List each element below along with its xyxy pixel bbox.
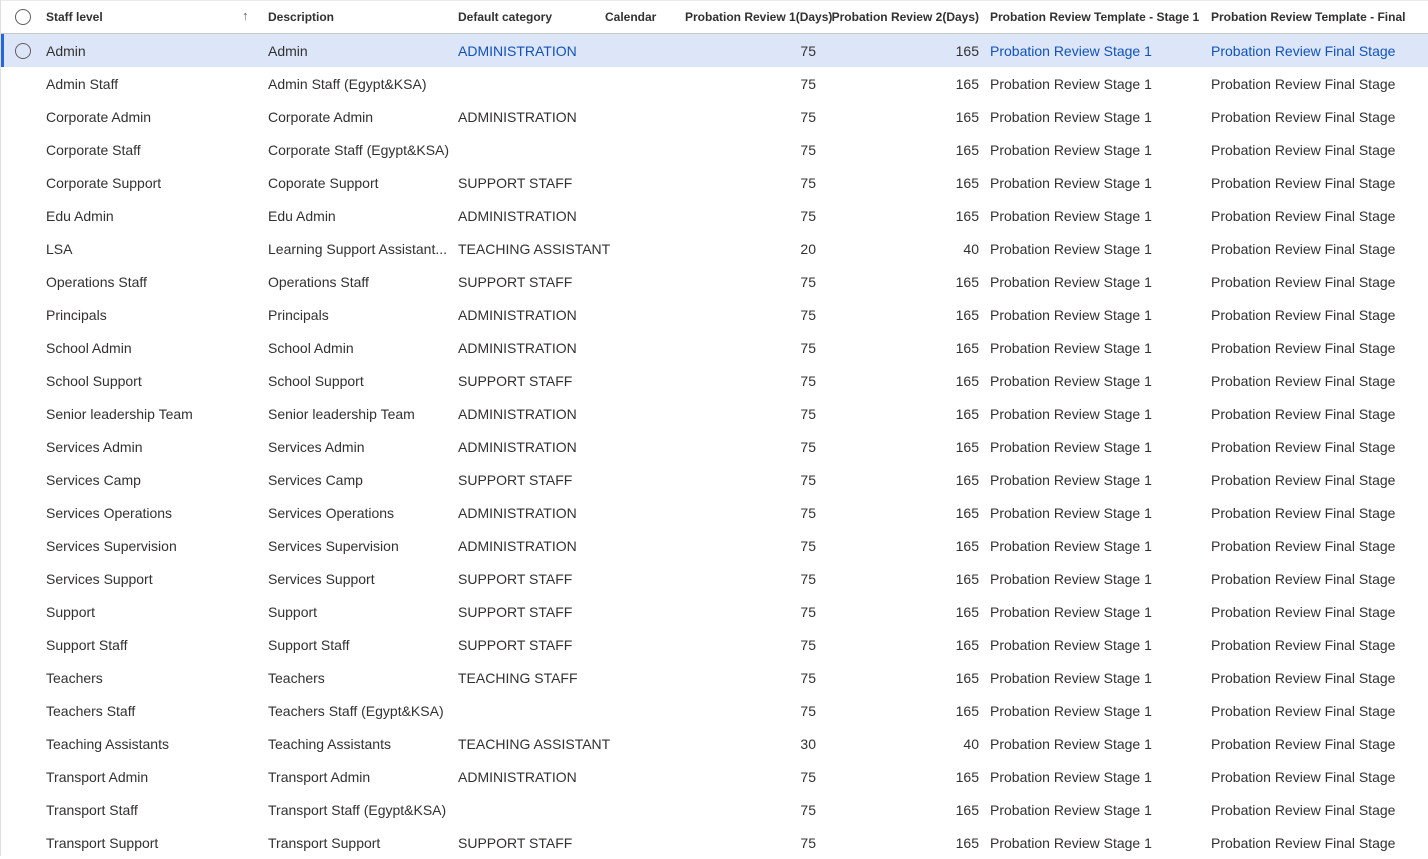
template-stage-1-cell[interactable]: Probation Review Stage 1 — [990, 834, 1152, 851]
default-category-cell[interactable]: ADMINISTRATION — [458, 537, 577, 554]
probation-review-1-cell[interactable]: 75 — [800, 834, 816, 851]
template-stage-1-cell[interactable]: Probation Review Stage 1 — [990, 570, 1152, 587]
default-category-cell[interactable]: ADMINISTRATION — [458, 207, 577, 224]
description-cell[interactable]: Services Camp — [268, 471, 363, 488]
sort-ascending-icon[interactable]: ↑ — [242, 8, 249, 23]
probation-review-2-cell[interactable]: 165 — [955, 108, 979, 125]
row-select-radio[interactable] — [1, 637, 45, 653]
probation-review-2-cell[interactable]: 165 — [955, 339, 979, 356]
description-cell[interactable]: Corporate Admin — [268, 108, 374, 125]
template-final-cell[interactable]: Probation Review Final Stage — [1211, 801, 1396, 818]
template-stage-1-cell[interactable]: Probation Review Stage 1 — [990, 108, 1152, 125]
probation-review-2-cell[interactable]: 165 — [955, 141, 979, 158]
default-category-cell[interactable]: SUPPORT STAFF — [458, 174, 573, 191]
probation-review-1-cell[interactable]: 75 — [800, 42, 816, 59]
staff-level-cell[interactable]: Support — [46, 603, 96, 620]
staff-level-cell[interactable]: Services Camp — [46, 471, 141, 488]
description-cell[interactable]: Teaching Assistants — [268, 735, 391, 752]
probation-review-1-cell[interactable]: 75 — [800, 537, 816, 554]
template-final-cell[interactable]: Probation Review Final Stage — [1211, 702, 1396, 719]
template-final-cell[interactable]: Probation Review Final Stage — [1211, 735, 1396, 752]
description-cell[interactable]: Support — [268, 603, 318, 620]
table-row[interactable] — [1, 529, 1428, 562]
default-category-cell[interactable]: TEACHING ASSISTANT — [458, 240, 611, 257]
row-select-radio[interactable] — [1, 538, 45, 554]
select-all-checkbox[interactable] — [1, 9, 45, 25]
description-cell[interactable]: Senior leadership Team — [268, 405, 415, 422]
template-stage-1-cell[interactable]: Probation Review Stage 1 — [990, 438, 1152, 455]
default-category-cell[interactable]: ADMINISTRATION — [458, 306, 577, 323]
probation-review-1-cell[interactable]: 75 — [800, 669, 816, 686]
default-category-cell[interactable]: ADMINISTRATION — [458, 339, 577, 356]
table-row[interactable] — [1, 232, 1428, 265]
description-cell[interactable]: Teachers Staff (Egypt&KSA) — [268, 702, 444, 719]
template-final-cell[interactable]: Probation Review Final Stage — [1211, 504, 1396, 521]
staff-level-cell[interactable]: Transport Staff — [46, 801, 138, 818]
row-select-radio[interactable] — [1, 175, 45, 191]
default-category-cell[interactable]: ADMINISTRATION — [458, 42, 577, 59]
template-final-cell[interactable]: Probation Review Final Stage — [1211, 174, 1396, 191]
probation-review-1-cell[interactable]: 30 — [800, 735, 816, 752]
staff-level-cell[interactable]: Edu Admin — [46, 207, 114, 224]
probation-review-1-cell[interactable]: 75 — [800, 306, 816, 323]
description-cell[interactable]: Edu Admin — [268, 207, 336, 224]
template-stage-1-cell[interactable]: Probation Review Stage 1 — [990, 471, 1152, 488]
column-header-default-category[interactable]: Default category — [458, 10, 553, 24]
table-row[interactable] — [1, 100, 1428, 133]
probation-review-2-cell[interactable]: 165 — [955, 207, 979, 224]
template-stage-1-cell[interactable]: Probation Review Stage 1 — [990, 537, 1152, 554]
probation-review-1-cell[interactable]: 75 — [800, 801, 816, 818]
column-header-probation-review-1[interactable]: Probation Review 1(Days) — [685, 10, 833, 24]
default-category-cell[interactable]: SUPPORT STAFF — [458, 273, 573, 290]
probation-review-2-cell[interactable]: 165 — [955, 504, 979, 521]
probation-review-1-cell[interactable]: 75 — [800, 108, 816, 125]
probation-review-1-cell[interactable]: 75 — [800, 603, 816, 620]
template-stage-1-cell[interactable]: Probation Review Stage 1 — [990, 636, 1152, 653]
probation-review-2-cell[interactable]: 165 — [955, 537, 979, 554]
template-final-cell[interactable]: Probation Review Final Stage — [1211, 471, 1396, 488]
row-select-radio[interactable] — [1, 406, 45, 422]
template-stage-1-cell[interactable]: Probation Review Stage 1 — [990, 141, 1152, 158]
template-final-cell[interactable]: Probation Review Final Stage — [1211, 405, 1396, 422]
probation-review-2-cell[interactable]: 165 — [955, 372, 979, 389]
probation-review-2-cell[interactable]: 165 — [955, 768, 979, 785]
column-header-staff-level[interactable] — [45, 10, 267, 24]
staff-level-cell[interactable]: Teachers — [46, 669, 103, 686]
row-select-radio[interactable] — [1, 670, 45, 686]
template-final-cell[interactable]: Probation Review Final Stage — [1211, 372, 1396, 389]
staff-level-cell[interactable]: Principals — [46, 306, 107, 323]
template-stage-1-cell[interactable]: Probation Review Stage 1 — [990, 504, 1152, 521]
template-stage-1-cell[interactable]: Probation Review Stage 1 — [990, 306, 1152, 323]
template-stage-1-cell[interactable]: Probation Review Stage 1 — [990, 273, 1152, 290]
probation-review-2-cell[interactable]: 165 — [955, 174, 979, 191]
template-stage-1-cell[interactable]: Probation Review Stage 1 — [990, 339, 1152, 356]
template-final-cell[interactable]: Probation Review Final Stage — [1211, 339, 1396, 356]
staff-level-cell[interactable]: Corporate Staff — [46, 141, 141, 158]
default-category-cell[interactable]: SUPPORT STAFF — [458, 372, 573, 389]
staff-level-cell[interactable]: Services Operations — [46, 504, 173, 521]
table-row[interactable] — [1, 298, 1428, 331]
template-final-cell[interactable]: Probation Review Final Stage — [1211, 537, 1396, 554]
description-cell[interactable]: Coporate Support — [268, 174, 379, 191]
table-row[interactable] — [1, 694, 1428, 727]
description-cell[interactable]: Corporate Staff (Egypt&KSA) — [268, 141, 450, 158]
description-cell[interactable]: Transport Admin — [268, 768, 371, 785]
template-stage-1-cell[interactable]: Probation Review Stage 1 — [990, 42, 1152, 59]
row-select-radio[interactable] — [1, 142, 45, 158]
staff-level-cell[interactable]: Admin Staff — [46, 75, 119, 92]
description-cell[interactable]: Admin — [268, 42, 308, 59]
staff-level-cell[interactable]: Services Admin — [46, 438, 143, 455]
default-category-cell[interactable]: SUPPORT STAFF — [458, 636, 573, 653]
template-stage-1-cell[interactable]: Probation Review Stage 1 — [990, 669, 1152, 686]
probation-review-2-cell[interactable]: 165 — [955, 801, 979, 818]
probation-review-2-cell[interactable]: 165 — [955, 570, 979, 587]
description-cell[interactable]: Transport Support — [268, 834, 381, 851]
template-final-cell[interactable]: Probation Review Final Stage — [1211, 240, 1396, 257]
table-row[interactable] — [1, 364, 1428, 397]
probation-review-2-cell[interactable]: 165 — [955, 636, 979, 653]
table-row[interactable] — [1, 166, 1428, 199]
radio-circle-icon — [15, 9, 31, 25]
template-final-cell[interactable]: Probation Review Final Stage — [1211, 570, 1396, 587]
default-category-cell[interactable]: SUPPORT STAFF — [458, 603, 573, 620]
default-category-cell[interactable]: SUPPORT STAFF — [458, 834, 573, 851]
probation-review-2-cell[interactable]: 165 — [955, 42, 979, 59]
probation-review-1-cell[interactable]: 20 — [800, 240, 816, 257]
description-cell[interactable]: School Support — [268, 372, 364, 389]
table-row[interactable] — [1, 67, 1428, 100]
column-header-template-stage-1[interactable]: Probation Review Template - Stage 1 — [990, 10, 1200, 24]
template-stage-1-cell[interactable]: Probation Review Stage 1 — [990, 735, 1152, 752]
table-row[interactable] — [1, 34, 1428, 67]
probation-review-1-cell[interactable]: 75 — [800, 207, 816, 224]
row-select-radio[interactable] — [1, 307, 45, 323]
template-final-cell[interactable]: Probation Review Final Stage — [1211, 273, 1396, 290]
row-select-radio[interactable] — [1, 472, 45, 488]
default-category-cell[interactable]: ADMINISTRATION — [458, 504, 577, 521]
template-stage-1-cell[interactable]: Probation Review Stage 1 — [990, 240, 1152, 257]
description-cell[interactable]: Teachers — [268, 669, 325, 686]
description-cell[interactable]: Admin Staff (Egypt&KSA) — [268, 75, 427, 92]
staff-level-cell[interactable]: LSA — [46, 240, 73, 257]
staff-level-cell[interactable]: Services Supervision — [46, 537, 177, 554]
description-cell[interactable]: Support Staff — [268, 636, 350, 653]
template-final-cell[interactable]: Probation Review Final Stage — [1211, 42, 1396, 59]
description-cell[interactable]: Operations Staff — [268, 273, 369, 290]
template-stage-1-cell[interactable]: Probation Review Stage 1 — [990, 702, 1152, 719]
grid-body — [1, 34, 1428, 859]
staff-level-cell[interactable]: Transport Admin — [46, 768, 149, 785]
staff-level-cell[interactable]: School Support — [46, 372, 142, 389]
template-stage-1-cell[interactable]: Probation Review Stage 1 — [990, 801, 1152, 818]
table-row[interactable] — [1, 826, 1428, 859]
description-cell[interactable]: Services Operations — [268, 504, 395, 521]
table-row[interactable] — [1, 760, 1428, 793]
table-row[interactable] — [1, 463, 1428, 496]
template-stage-1-cell[interactable]: Probation Review Stage 1 — [990, 75, 1152, 92]
template-final-cell[interactable]: Probation Review Final Stage — [1211, 75, 1396, 92]
staff-level-cell[interactable]: Transport Support — [46, 834, 159, 851]
table-row[interactable] — [1, 727, 1428, 760]
default-category-cell[interactable]: SUPPORT STAFF — [458, 471, 573, 488]
probation-review-1-cell[interactable]: 75 — [800, 141, 816, 158]
table-row[interactable] — [1, 397, 1428, 430]
grid-header-row — [1, 0, 1428, 34]
column-header-template-final[interactable]: Probation Review Template - Final — [1211, 10, 1406, 24]
description-cell[interactable]: Learning Support Assistant... — [268, 240, 447, 257]
probation-review-1-cell[interactable]: 75 — [800, 75, 816, 92]
table-row[interactable] — [1, 331, 1428, 364]
staff-level-cell[interactable]: Teachers Staff — [46, 702, 136, 719]
probation-review-2-cell[interactable]: 40 — [963, 240, 979, 257]
probation-review-2-cell[interactable]: 165 — [955, 669, 979, 686]
template-final-cell[interactable]: Probation Review Final Stage — [1211, 636, 1396, 653]
probation-review-2-cell[interactable]: 165 — [955, 75, 979, 92]
description-cell[interactable]: School Admin — [268, 339, 354, 356]
probation-review-2-cell[interactable]: 165 — [955, 603, 979, 620]
row-select-radio[interactable] — [1, 703, 45, 719]
staff-level-cell[interactable]: Support Staff — [46, 636, 128, 653]
probation-review-2-cell[interactable]: 165 — [955, 438, 979, 455]
row-select-radio[interactable] — [1, 802, 45, 818]
default-category-cell[interactable]: TEACHING ASSISTANT — [458, 735, 611, 752]
template-stage-1-cell[interactable]: Probation Review Stage 1 — [990, 174, 1152, 191]
template-stage-1-cell[interactable]: Probation Review Stage 1 — [990, 603, 1152, 620]
probation-review-1-cell[interactable]: 75 — [800, 273, 816, 290]
staff-level-cell[interactable]: Services Support — [46, 570, 153, 587]
table-row[interactable] — [1, 133, 1428, 166]
probation-review-1-cell[interactable]: 75 — [800, 438, 816, 455]
row-select-radio[interactable] — [1, 208, 45, 224]
row-select-radio[interactable] — [1, 604, 45, 620]
row-select-radio[interactable] — [1, 505, 45, 521]
row-select-radio[interactable] — [1, 769, 45, 785]
description-cell[interactable]: Services Supervision — [268, 537, 399, 554]
default-category-cell[interactable]: TEACHING STAFF — [458, 669, 578, 686]
staff-level-cell[interactable]: Teaching Assistants — [46, 735, 169, 752]
table-row[interactable] — [1, 661, 1428, 694]
template-stage-1-cell[interactable]: Probation Review Stage 1 — [990, 768, 1152, 785]
row-select-radio[interactable] — [1, 736, 45, 752]
table-row[interactable] — [1, 265, 1428, 298]
column-header-probation-review-2[interactable]: Probation Review 2(Days) — [831, 10, 979, 24]
template-stage-1-cell[interactable]: Probation Review Stage 1 — [990, 405, 1152, 422]
template-stage-1-cell[interactable]: Probation Review Stage 1 — [990, 207, 1152, 224]
table-row[interactable] — [1, 496, 1428, 529]
row-select-radio[interactable] — [1, 373, 45, 389]
probation-review-1-cell[interactable]: 75 — [800, 570, 816, 587]
description-cell[interactable]: Services Support — [268, 570, 375, 587]
template-stage-1-cell[interactable]: Probation Review Stage 1 — [990, 372, 1152, 389]
table-row[interactable] — [1, 628, 1428, 661]
default-category-cell[interactable]: ADMINISTRATION — [458, 438, 577, 455]
probation-review-1-cell[interactable]: 75 — [800, 702, 816, 719]
probation-review-2-cell[interactable]: 165 — [955, 471, 979, 488]
default-category-cell[interactable]: SUPPORT STAFF — [458, 570, 573, 587]
probation-review-2-cell[interactable]: 165 — [955, 273, 979, 290]
probation-review-1-cell[interactable]: 75 — [800, 636, 816, 653]
column-header-calendar[interactable]: Calendar — [605, 10, 657, 24]
probation-review-1-cell[interactable]: 75 — [800, 405, 816, 422]
row-select-radio[interactable] — [1, 571, 45, 587]
default-category-cell[interactable]: ADMINISTRATION — [458, 108, 577, 125]
column-header-description[interactable]: Description — [268, 10, 335, 24]
table-row[interactable] — [1, 199, 1428, 232]
probation-review-2-cell[interactable]: 165 — [955, 306, 979, 323]
template-final-cell[interactable]: Probation Review Final Stage — [1211, 438, 1396, 455]
staff-level-cell[interactable]: School Admin — [46, 339, 132, 356]
template-final-cell[interactable]: Probation Review Final Stage — [1211, 306, 1396, 323]
description-cell[interactable]: Transport Staff (Egypt&KSA) — [268, 801, 447, 818]
probation-review-2-cell[interactable]: 40 — [963, 735, 979, 752]
row-select-radio[interactable] — [1, 835, 45, 851]
radio-circle-icon — [15, 43, 31, 59]
table-row[interactable] — [1, 562, 1428, 595]
default-category-cell[interactable]: ADMINISTRATION — [458, 768, 577, 785]
probation-review-1-cell[interactable]: 75 — [800, 174, 816, 191]
probation-review-2-cell[interactable]: 165 — [955, 834, 979, 851]
staff-level-cell[interactable]: Corporate Support — [46, 174, 162, 191]
template-final-cell[interactable]: Probation Review Final Stage — [1211, 834, 1396, 851]
row-select-radio[interactable] — [1, 109, 45, 125]
row-select-radio[interactable] — [1, 43, 45, 59]
table-row[interactable] — [1, 793, 1428, 826]
row-select-radio[interactable] — [1, 274, 45, 290]
probation-review-1-cell[interactable]: 75 — [800, 372, 816, 389]
probation-review-1-cell[interactable]: 75 — [800, 504, 816, 521]
staff-level-cell[interactable]: Senior leadership Team — [46, 405, 193, 422]
probation-review-1-cell[interactable]: 75 — [800, 471, 816, 488]
probation-review-1-cell[interactable]: 75 — [800, 339, 816, 356]
row-select-radio[interactable] — [1, 76, 45, 92]
template-final-cell[interactable]: Probation Review Final Stage — [1211, 669, 1396, 686]
table-row[interactable] — [1, 595, 1428, 628]
template-final-cell[interactable]: Probation Review Final Stage — [1211, 207, 1396, 224]
template-final-cell[interactable]: Probation Review Final Stage — [1211, 141, 1396, 158]
template-final-cell[interactable]: Probation Review Final Stage — [1211, 768, 1396, 785]
staff-level-cell[interactable]: Operations Staff — [46, 273, 147, 290]
row-select-radio[interactable] — [1, 340, 45, 356]
staff-level-cell[interactable]: Corporate Admin — [46, 108, 152, 125]
template-final-cell[interactable]: Probation Review Final Stage — [1211, 603, 1396, 620]
probation-review-1-cell[interactable]: 75 — [800, 768, 816, 785]
template-final-cell[interactable]: Probation Review Final Stage — [1211, 108, 1396, 125]
column-header-label: Staff level — [46, 10, 103, 24]
table-row[interactable] — [1, 430, 1428, 463]
default-category-cell[interactable]: ADMINISTRATION — [458, 405, 577, 422]
probation-review-2-cell[interactable]: 165 — [955, 702, 979, 719]
probation-review-2-cell[interactable]: 165 — [955, 405, 979, 422]
staff-level-cell[interactable]: Admin — [46, 42, 86, 59]
description-cell[interactable]: Services Admin — [268, 438, 365, 455]
row-select-radio[interactable] — [1, 439, 45, 455]
row-select-radio[interactable] — [1, 241, 45, 257]
description-cell[interactable]: Principals — [268, 306, 329, 323]
